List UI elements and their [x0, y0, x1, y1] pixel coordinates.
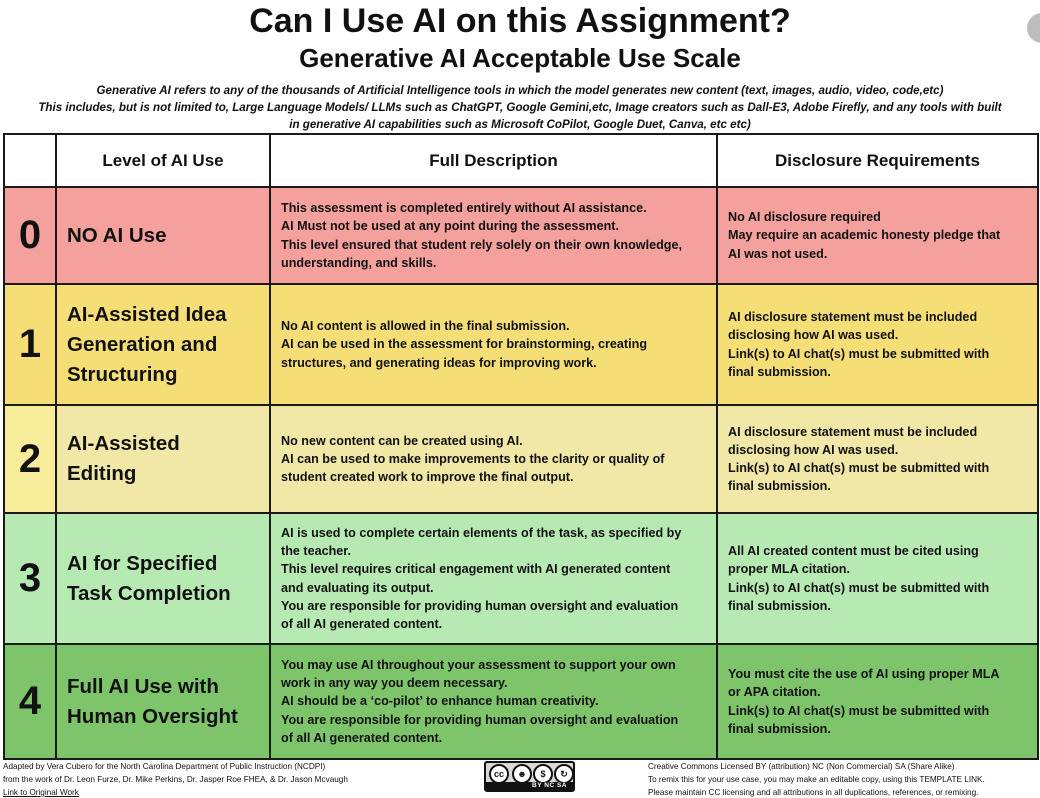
level-name-line: Editing [67, 462, 137, 485]
disclosure-requirements-line: AI was not used. [728, 246, 828, 261]
level-name-line: AI-Assisted Idea [67, 302, 227, 326]
disclosure-requirements [717, 513, 1038, 644]
footer-attribution [3, 760, 348, 798]
disclosure-requirements-line: Link(s) to AI chat(s) must be submitted with [728, 580, 990, 595]
level-number: 0 [4, 187, 56, 284]
disclosure-requirements-line: disclosing how AI was used. [728, 328, 899, 343]
level-description-line: student created work to improve the final output. [281, 470, 574, 485]
table-header-row [4, 134, 1038, 187]
creative-commons-icon: cc [489, 764, 509, 784]
footer-line: from the work of Dr. Leon Furze, Dr. Mike Perkins, Dr. Jasper Roe FHEA, & Dr. Jason Mcvaugh [3, 775, 348, 784]
level-name-line: AI-Assisted [67, 432, 180, 455]
level-description-line: understanding, and skills. [281, 255, 437, 270]
level-name [56, 644, 270, 759]
level-name-line: Task Completion [67, 581, 231, 605]
disclosure-requirements-line: May require an academic honesty pledge that [728, 228, 1001, 243]
level-description-line: No AI content is allowed in the final submission. [281, 319, 570, 334]
level-name [56, 284, 270, 405]
level-description-line: You are responsible for providing human oversight and evaluation [281, 712, 679, 727]
level-description [270, 644, 717, 759]
level-number: 4 [4, 644, 56, 759]
level-number: 1 [4, 284, 56, 405]
disclosure-requirements-line: Link(s) to AI chat(s) must be submitted with [728, 461, 990, 475]
level-name [56, 513, 270, 644]
column-header-description: Full Description [270, 134, 717, 187]
footer-line: Adapted by Vera Cubero for the North Carolina Department of Public Instruction (NCDPI) [3, 762, 326, 771]
disclosure-requirements [717, 644, 1038, 759]
original-work-link[interactable]: Link to Original Work [3, 788, 79, 797]
level-description [270, 187, 717, 284]
disclosure-requirements-line: disclosing how AI was used. [728, 442, 899, 457]
disclosure-requirements-line: final submission. [728, 721, 831, 736]
disclosure-requirements [717, 284, 1038, 405]
disclosure-requirements-line: final submission. [728, 479, 831, 494]
footer-line: Please maintain CC licensing and all attributions in all duplications, references, or remixing. [648, 788, 979, 797]
table-row [4, 513, 1038, 644]
level-description [270, 513, 717, 644]
level-description-line: and evaluating its output. [281, 580, 434, 595]
column-header-disclosure: Disclosure Requirements [717, 134, 1038, 187]
level-number: 2 [4, 405, 56, 513]
level-number: 3 [4, 513, 56, 644]
disclosure-requirements [717, 405, 1038, 513]
level-description-line: AI can be used in the assessment for brainstorming, creating [281, 337, 648, 352]
level-name-line: Structuring [67, 362, 178, 386]
level-description-line: This level requires critical engagement with AI generated content [281, 562, 671, 577]
disclosure-requirements-line: AI disclosure statement must be included [728, 310, 978, 325]
level-description [270, 284, 717, 405]
non-commercial-icon: $ [533, 764, 553, 784]
disclosure-requirements-line: All AI created content must be cited using [728, 544, 979, 559]
level-description-line: structures, and generating ideas for improving work. [281, 355, 597, 370]
level-description-line: AI is used to complete certain elements of the task, as specified by [281, 525, 682, 540]
intro-line: This includes, but is not limited to, Large Language Models/ LLMs such as ChatGPT, Google Gemini,etc, Image creators such as Dall-E3, Adobe Firefly, and any tools with built [38, 101, 1002, 114]
disclosure-requirements-line: Link(s) to AI chat(s) must be submitted with [728, 346, 990, 361]
cc-badge-label: BY NC SA [486, 782, 573, 790]
table-row [4, 284, 1038, 405]
level-name-line: NO AI Use [67, 223, 167, 247]
level-description-line: This level ensured that student rely solely on their own knowledge, [281, 237, 682, 252]
disclosure-requirements-line: AI disclosure statement must be included [728, 424, 978, 439]
intro-line: Generative AI refers to any of the thousands of Artificial Intelligence tools in which the model generates new content (text, images, audio, video, code,etc) [96, 84, 944, 97]
table-row [4, 644, 1038, 759]
level-name [56, 187, 270, 284]
level-name-line: Human Oversight [67, 704, 238, 728]
table-row [4, 187, 1038, 284]
disclosure-requirements [717, 187, 1038, 284]
level-description [270, 405, 717, 513]
level-description-line: AI Must not be used at any point during the assessment. [281, 219, 619, 234]
column-header-number [4, 134, 56, 187]
level-description-line: the teacher. [281, 544, 351, 559]
level-name-line: Full AI Use with [67, 674, 219, 698]
attribution-icon: ☻ [512, 764, 532, 784]
page-title: Can I Use AI on this Assignment? [249, 2, 791, 40]
footer-line: Creative Commons Licensed BY (attribution) NC (Non Commercial) SA (Share Alike) [648, 762, 955, 771]
disclosure-requirements-line: final submission. [728, 364, 831, 379]
level-name [56, 405, 270, 513]
disclosure-requirements-line: No AI disclosure required [728, 210, 881, 225]
level-description-line: You are responsible for providing human oversight and evaluation [281, 598, 679, 613]
level-description-line: No new content can be created using AI. [281, 433, 523, 448]
level-description-line: AI should be a ‘co-pilot’ to enhance human creativity. [281, 694, 599, 709]
level-name-line: AI for Specified [67, 551, 218, 575]
level-description-line: work in any way you deem necessary. [281, 676, 508, 691]
page-subtitle: Generative AI Acceptable Use Scale [299, 43, 741, 73]
disclosure-requirements-line: You must cite the use of AI using proper MLA [728, 667, 1000, 682]
table-row [4, 405, 1038, 513]
disclosure-requirements-line: Link(s) to AI chat(s) must be submitted with [728, 703, 990, 718]
column-header-level: Level of AI Use [56, 134, 270, 187]
level-description-line: of all AI generated content. [281, 616, 443, 631]
disclosure-requirements-line: proper MLA citation. [728, 562, 850, 577]
ai-use-scale-table [3, 133, 1039, 760]
level-description-line: You may use AI throughout your assessment to support your own [281, 657, 676, 672]
share-alike-icon: ↻ [554, 764, 574, 784]
footer-line: To remix this for your use case, you may make an editable copy, using this TEMPLATE LINK. [648, 775, 985, 784]
cc-license-badge[interactable] [484, 761, 575, 792]
footer-license [648, 760, 985, 798]
intro-line: in generative AI capabilities such as Microsoft CoPilot, Google Duet, Canva, etc etc) [289, 118, 751, 131]
intro-text [0, 82, 1040, 133]
level-description-line: AI can be used to make improvements to the clarity or quality of [281, 451, 665, 466]
level-description-line: This assessment is completed entirely without AI assistance. [281, 201, 647, 216]
level-name-line: Generation and [67, 332, 218, 356]
disclosure-requirements-line: final submission. [728, 598, 831, 613]
disclosure-requirements-line: or APA citation. [728, 685, 821, 700]
level-description-line: of all AI generated content. [281, 730, 443, 745]
